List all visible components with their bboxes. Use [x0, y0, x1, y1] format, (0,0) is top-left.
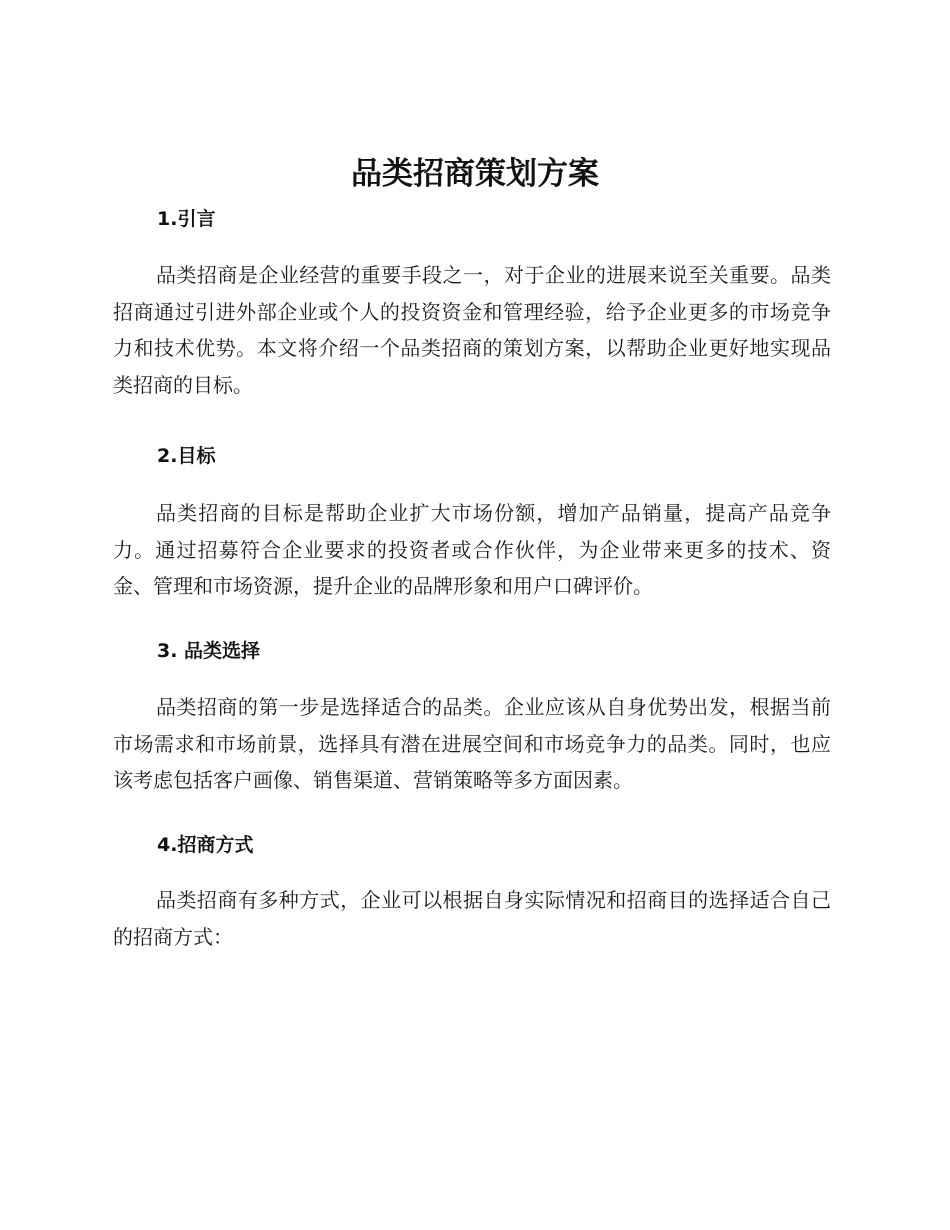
document-title: 品类招商策划方案 [351, 156, 599, 192]
section-heading-investment-methods: 4.招商方式 [157, 834, 254, 856]
section-paragraph-goals: 品类招商的目标是帮助企业扩大市场份额，增加产品销量，提高产品竞争力。通过招募符合企业要求的投资者或合作伙伴，为企业带来更多的技术、资金、管理和市场资源，提升企业的品牌形象和用户口碑评价。 [113, 501, 831, 599]
section-heading-introduction: 1.引言 [157, 208, 216, 230]
section-paragraph-investment-methods: 品类招商有多种方式，企业可以根据自身实际情况和招商目的选择适合自己的招商方式： [113, 888, 831, 949]
section-heading-category-selection: 3. 品类选择 [157, 640, 261, 662]
section-paragraph-introduction: 品类招商是企业经营的重要手段之一，对于企业的进展来说至关重要。品类招商通过引进外部企业或个人的投资资金和管理经验，给予企业更多的市场竞争力和技术优势。本文将介绍一个品类招商的策划方案，以帮助企业更好地实现品类招商的目标。 [113, 263, 831, 398]
section-paragraph-category-selection: 品类招商的第一步是选择适合的品类。企业应该从自身优势出发，根据当前市场需求和市场前景，选择具有潜在进展空间和市场竞争力的品类。同时，也应该考虑包括客户画像、销售渠道、营销策略等多方面因素。 [113, 695, 831, 793]
section-heading-goals: 2.目标 [157, 445, 216, 467]
